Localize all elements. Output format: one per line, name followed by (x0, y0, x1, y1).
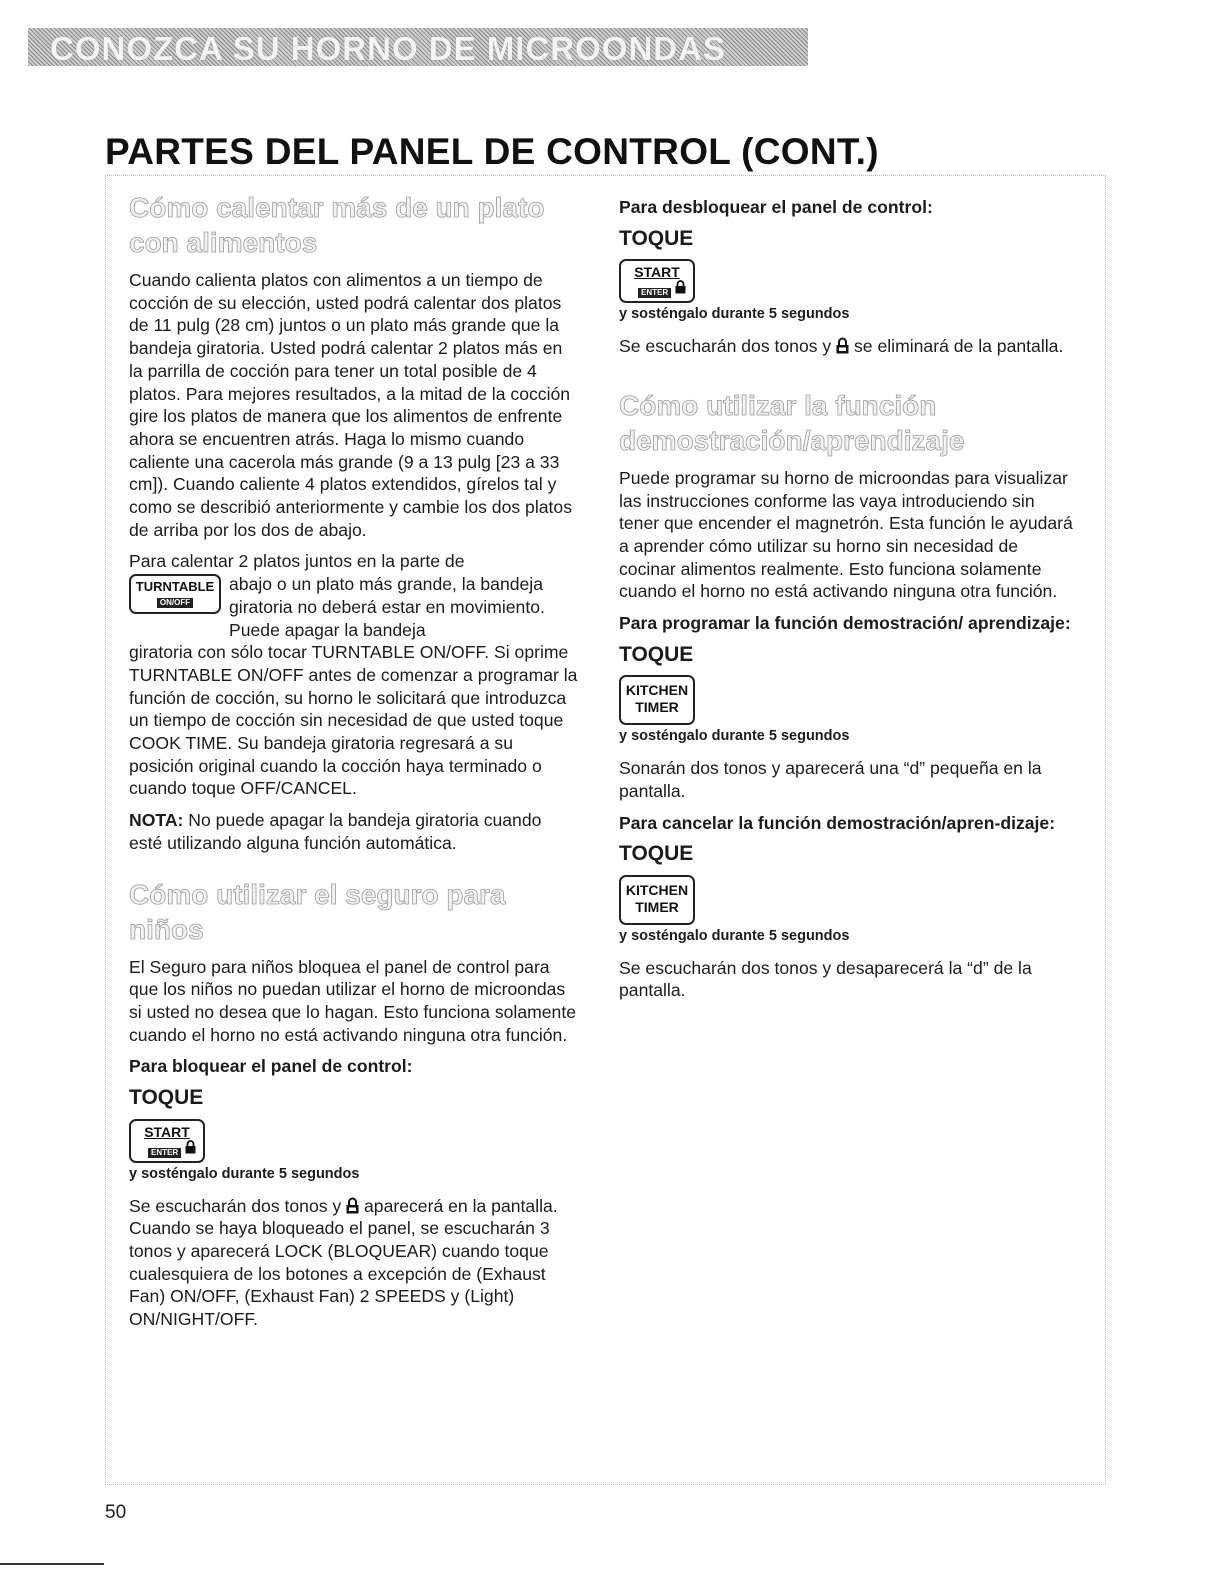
unlock-result-text-a: Se escucharán dos tonos y (619, 336, 837, 357)
start-key-label: START (144, 1123, 190, 1140)
start-enter-key (619, 259, 695, 303)
turntable-block (129, 550, 579, 800)
lock-instruction-label: Para bloquear el panel de control: (129, 1056, 413, 1077)
lock-result-text-b: aparecerá en la pantalla. Cuando se haya bloqueado el panel, se escucharán 3 tonos y aparecerá LOCK (BLOQUEAR) cuando toque cualesquiera de los botones a excepción de (Exhaust Fan) ON/OFF, (Exhaust Fan) 2 SPEEDS y (Light) ON/NIGHT/OFF. (129, 1195, 558, 1330)
unlock-result-text-b: se eliminará de la pantalla. (849, 336, 1064, 357)
start-enter-key (129, 1119, 205, 1163)
note-label: NOTA: (129, 810, 184, 831)
enter-key-sublabel: ENTER (148, 1148, 181, 1158)
lock-icon (185, 1140, 198, 1157)
demo-result-paragraph: Sonarán dos tonos y aparecerá una “d” pequeña en la pantalla. (619, 758, 1042, 801)
paragraph-turntable-intro: Para calentar 2 platos juntos en la parte de (129, 551, 465, 572)
kitchen-key-line2: TIMER (635, 699, 679, 716)
kitchen-timer-key (619, 675, 695, 725)
note-text: No puede apagar la bandeja giratoria cuando esté utilizando alguna función automática. (129, 810, 542, 853)
paragraph-turntable-wrap: abajo o un plato más grande, la bandeja giratoria no deberá estar en movimiento. Puede apagar la bandeja (229, 574, 545, 640)
page-title: PARTES DEL PANEL DE CONTROL (CONT.) (105, 131, 879, 172)
kitchen-key-line1: KITCHEN (625, 881, 689, 898)
section-banner (28, 28, 808, 66)
enter-key-sublabel: ENTER (638, 288, 671, 298)
hold-instruction: y sosténgalo durante 5 segundos (129, 1165, 360, 1182)
touch-label: TOQUE (129, 1086, 204, 1110)
kitchen-key-line1: KITCHEN (625, 682, 689, 699)
lock-result-paragraph (129, 1195, 579, 1331)
lock-icon (836, 337, 849, 354)
touch-label: TOQUE (619, 642, 694, 666)
note-paragraph (129, 809, 579, 854)
turntable-key-sublabel: ON/OFF (157, 598, 193, 608)
cancel-result-paragraph: Se escucharán dos tonos y desaparecerá la “d” de la pantalla. (619, 957, 1032, 1001)
left-column (129, 190, 579, 1340)
footer-rule (0, 1563, 104, 1565)
touch-label: TOQUE (619, 842, 694, 866)
lock-icon (346, 1197, 359, 1214)
paragraph-demo-mode: Puede programar su horno de microondas para visualizar las instrucciones conforme las vaya introduciendo sin tener que encender el magnetrón. Esta función le ayudará a aprender cómo utilizar su horno sin necesidad de cocinar alimentos realmente. Esto funciona solamente cuando el horno no está activando ninguna otra función. (619, 467, 1073, 602)
kitchen-key-line2: TIMER (635, 898, 679, 915)
lock-result-text-a: Se escucharán dos tonos y (129, 1195, 347, 1216)
banner-text: CONOZCA SU HORNO DE MICROONDAS (50, 30, 726, 66)
kitchen-timer-key (619, 875, 695, 925)
hold-instruction: y sosténgalo durante 5 segundos (619, 306, 850, 323)
paragraph-child-lock: El Seguro para niños bloquea el panel de control para que los niños no puedan utilizar el horno de microondas si usted no desea que lo hagan. Esto funciona solamente cuando el horno no está activando ninguna otra función. (129, 956, 576, 1045)
start-key-label: START (634, 264, 680, 281)
right-column (619, 196, 1079, 1011)
cancel-demo-label: Para cancelar la función demostración/apren-dizaje: (619, 812, 1056, 833)
turntable-key-label: TURNTABLE (135, 579, 215, 595)
heading-child-lock: Cómo utilizar el seguro para niños (129, 878, 506, 945)
unlock-result-paragraph (619, 335, 1079, 358)
paragraph-turntable-tail: giratoria con sólo tocar TURNTABLE ON/OFF. Si oprime TURNTABLE ON/OFF antes de comenzar a programar la función de cocción, su horno le solicitará que introduzca un tiempo de cocción sin necesidad de que usted toque COOK TIME. Su bandeja giratoria regresará a su posición original cuando la cocción haya terminado o cuando toque OFF/CANCEL. (129, 642, 578, 799)
lock-icon (675, 280, 688, 297)
touch-label: TOQUE (619, 226, 694, 250)
demo-instruction-label: Para programar la función demostración/ aprendizaje: (619, 613, 1071, 634)
unlock-instruction-label: Para desbloquear el panel de control: (619, 197, 933, 217)
page-number: 50 (105, 1502, 127, 1523)
hold-instruction: y sosténgalo durante 5 segundos (619, 927, 850, 944)
heading-multiple-plates: Cómo calentar más de un plato con alimentos (129, 192, 545, 258)
turntable-on-off-key (129, 574, 221, 614)
heading-demo-mode: Cómo utilizar la función demostración/aprendizaje (619, 389, 965, 456)
hold-instruction: y sosténgalo durante 5 segundos (619, 728, 850, 745)
paragraph-multiple-plates: Cuando calienta platos con alimentos a un tiempo de cocción de su elección, usted podrá calentar dos platos de 11 pulg (28 cm) juntos o un plato más grande que la bandeja giratoria. Usted podrá calentar 2 platos más en la parrilla de cocción para tener un total posible de 4 platos. Para mejores resultados, a la mitad de la cocción gire los platos de manera que los alimentos de enfrente ahora se encuentren atrás. Haga lo mismo cuando caliente una cacerola más grande (9 a 13 pulg [23 a 33 cm]). Cuando caliente 4 platos extendidos, gírelos tal y como se describió anteriormente y cambie los dos platos de arriba por los dos de abajo. (129, 270, 572, 540)
